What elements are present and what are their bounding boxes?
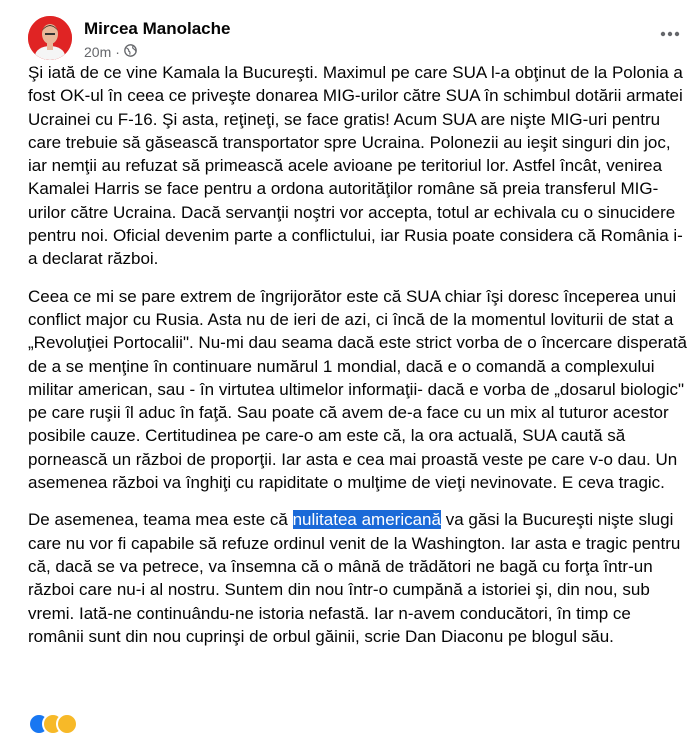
post-paragraph-1: Şi iată de ce vine Kamala la Bucureşti. Maximul pe care SUA l-a obţinut de la Polonia a fost OK-ul în ceea ce priveşte donarea MIG-urilor către SUA în schimbul dotării armatei Ucrainei cu F-16. Şi asta, reţineţi, se face gratis! Acum SUA are nişte MIG-uri pentru care trebuie să găsească transportator spre Ucraina. Polonezii au ieşit singuri din joc, iar nemţii au refuzat să primească acele avioane pe teritoriul lor. Astfel încât, venirea Kamalei Harris se face pentru a ordona autorităţilor române să preia transferul MIG-urilor către Ucraina. Dacă servanţii noştri vor accepta, totul ar echivala cu o sinucidere pentru noi. Oficial devenim parte a conflictului, iar Rusia poate considera că România i-a declarat război. — [28, 63, 683, 269]
post-paragraph-3 — [28, 508, 690, 648]
paragraph-3-before: De asemenea, teama mea este că — [28, 510, 293, 530]
post-header — [28, 14, 688, 64]
meta-separator: · — [115, 44, 120, 60]
globe-icon[interactable] — [124, 44, 137, 60]
love-reaction-icon[interactable] — [56, 713, 78, 735]
avatar[interactable] — [28, 16, 72, 60]
avatar-picture — [28, 16, 72, 60]
more-options-icon[interactable] — [656, 20, 684, 48]
selected-text-highlight[interactable]: nulitatea americană — [292, 510, 441, 530]
post-meta — [84, 44, 137, 60]
post-body — [28, 61, 690, 662]
post-paragraph-2: Ceea ce mi se pare extrem de îngrijorător este că SUA chiar îşi doresc începerea unui conflict major cu Rusia. Asta nu de ieri de azi, ci încă de la momentul loviturii de stat a „Revoluţiei Portocalii". Nu-mi dau seama dacă este strict vorba de o încercare disperată de a se menţine în continuare numărul 1 mondial, dacă e o comandă a complexului militar american, sau - în virtutea ultimelor informaţii- dacă e vorba de „dosarul biologic" pe care ruşii îl aduc în faţă. Sau poate că avem de-a face cu un mix al tuturor acestor posibile cauze. Certitudinea pe care-o am este că, la ora actuală, SUA caută să pornească un război de proporţii. Iar asta e cea mai proastă veste pe care v-o dau. Un asemenea război va înghiţi cu rapiditate o mulţime de vieţi nevinovate. E ceva tragic. — [28, 286, 687, 493]
post-time[interactable]: 20m — [84, 44, 112, 60]
paragraph-3-after: va găsi la Bucureşti nişte slugi care nu vor fi capabile să refuze ordinul venit de la Washington. Iar asta e tragic pentru că, dacă se va petrece, va însemna că o mână de trădători ne bagă cu forţa într-un război care nu-i al nostru. Suntem din nou într-o cumpănă a istoriei şi, din nou, sub vremi. Iată-ne continuându-ne istoria nefastă. Iar n-avem conducători, în timp ce românii sunt din nou cuprinşi de orbul găinii, scrie Dan Diaconu pe blogul său. — [28, 510, 681, 646]
reactions-bar[interactable] — [28, 713, 688, 733]
author-name[interactable]: Mircea Manolache — [84, 19, 231, 38]
